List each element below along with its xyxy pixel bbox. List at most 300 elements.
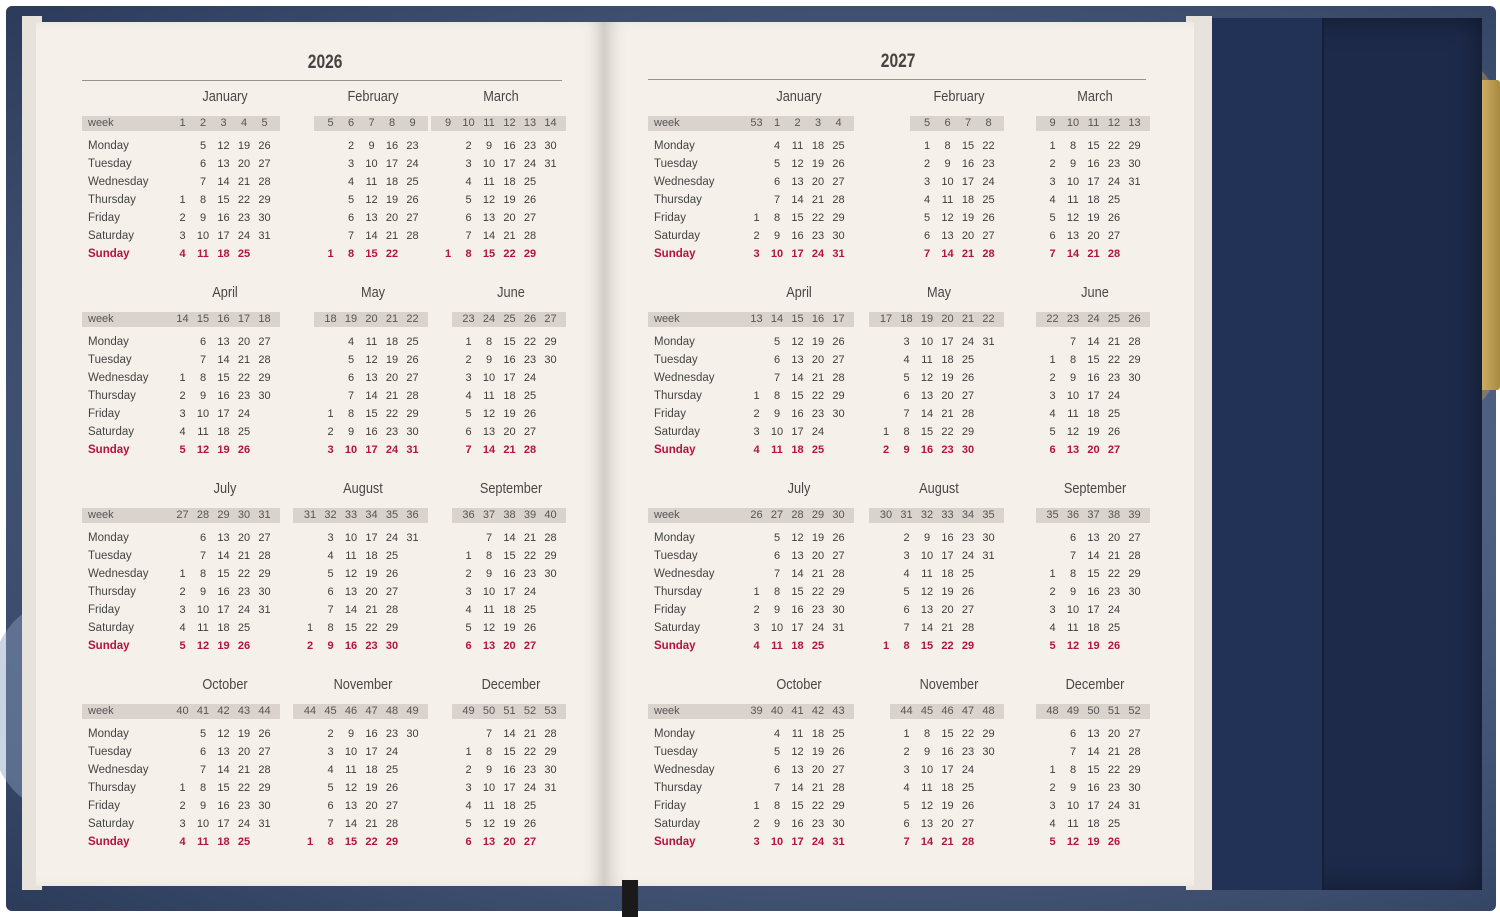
weekday-label: Tuesday	[88, 354, 132, 366]
day-number: 12	[791, 158, 804, 170]
day-number: 16	[217, 586, 230, 598]
week-number: 3	[814, 117, 822, 129]
day-number: 24	[523, 158, 537, 170]
day-number: 24	[385, 746, 399, 758]
weekday-label: Sunday	[88, 640, 130, 652]
day-number: 10	[196, 604, 210, 616]
day-number: 12	[920, 800, 934, 812]
day-number: 24	[1107, 390, 1121, 402]
weekday-label: Friday	[88, 604, 120, 616]
day-number: 26	[982, 212, 995, 224]
week-number: 28	[196, 509, 210, 521]
week-number: 16	[217, 313, 230, 325]
week-number: 18	[258, 313, 271, 325]
day-number: 24	[1107, 176, 1121, 188]
day-number: 6	[1069, 532, 1077, 544]
day-number: 24	[811, 248, 825, 260]
day-number: 26	[961, 800, 975, 812]
day-number: 28	[1128, 550, 1141, 562]
day-number: 11	[365, 176, 378, 188]
week-number: 42	[811, 705, 825, 717]
day-number: 11	[1067, 622, 1079, 634]
week-number: 10	[1066, 117, 1080, 129]
day-number: 25	[237, 622, 251, 634]
weekday-label: Friday	[654, 408, 686, 420]
day-number: 20	[1107, 728, 1121, 740]
day-number: 1	[444, 248, 452, 260]
day-number: 18	[217, 248, 230, 260]
month-name: September	[479, 480, 542, 497]
day-number: 6	[1049, 444, 1056, 456]
day-number: 8	[773, 800, 781, 812]
day-number: 26	[385, 782, 399, 794]
day-number: 10	[920, 336, 934, 348]
day-number: 27	[523, 640, 537, 652]
month-name: July	[787, 480, 811, 497]
week-number: 30	[832, 509, 845, 521]
day-number: 20	[237, 746, 251, 758]
bookmark-ribbon[interactable]	[622, 880, 638, 917]
day-number: 2	[327, 728, 334, 740]
day-number: 21	[523, 532, 537, 544]
day-number: 2	[753, 818, 760, 830]
day-number: 2	[465, 354, 472, 366]
week-number: 14	[176, 313, 189, 325]
week-number: 11	[483, 117, 495, 129]
day-number: 3	[465, 372, 472, 384]
week-number: 48	[982, 705, 995, 717]
day-number: 5	[1049, 212, 1056, 224]
day-number: 7	[485, 728, 493, 740]
weekday-label: Tuesday	[654, 746, 698, 758]
day-number: 16	[217, 212, 230, 224]
day-number: 31	[258, 604, 271, 616]
day-number: 30	[544, 140, 557, 152]
day-number: 25	[832, 140, 845, 152]
day-number: 18	[503, 390, 516, 402]
day-number: 29	[544, 336, 557, 348]
day-number: 29	[406, 408, 419, 420]
week-number: 50	[1087, 705, 1100, 717]
day-number: 28	[832, 568, 845, 580]
day-number: 24	[385, 532, 399, 544]
day-number: 9	[923, 746, 931, 758]
day-number: 13	[920, 604, 934, 616]
day-number: 5	[347, 354, 355, 366]
day-number: 8	[773, 390, 781, 402]
day-number: 17	[217, 230, 230, 242]
day-number: 11	[771, 640, 783, 652]
week-number: 36	[406, 509, 419, 521]
day-number: 5	[923, 212, 931, 224]
day-number: 13	[365, 212, 378, 224]
week-number: 28	[791, 509, 804, 521]
day-number: 24	[811, 836, 825, 848]
day-number: 13	[482, 426, 496, 438]
day-number: 11	[365, 336, 378, 348]
day-number: 28	[1128, 746, 1141, 758]
day-number: 29	[961, 426, 975, 438]
day-number: 4	[1049, 622, 1056, 634]
day-number: 6	[465, 640, 472, 652]
day-number: 10	[365, 158, 378, 170]
day-number: 1	[1049, 764, 1056, 776]
day-number: 30	[406, 728, 419, 740]
day-number: 4	[465, 176, 472, 188]
week-number: 46	[344, 705, 358, 717]
weekday-label: Tuesday	[654, 158, 698, 170]
day-number: 22	[237, 782, 251, 794]
week-number: 51	[503, 705, 516, 717]
day-number: 23	[961, 532, 975, 544]
day-number: 7	[1069, 550, 1077, 562]
day-number: 30	[832, 818, 845, 830]
day-number: 4	[327, 764, 334, 776]
day-number: 27	[1107, 230, 1121, 242]
day-number: 19	[237, 728, 251, 740]
day-number: 23	[1107, 158, 1121, 170]
day-number: 26	[832, 158, 845, 170]
week-label: week	[88, 117, 114, 129]
day-number: 23	[523, 568, 537, 580]
day-number: 3	[753, 622, 760, 634]
day-number: 23	[1107, 782, 1121, 794]
day-number: 2	[753, 408, 760, 420]
day-number: 10	[196, 408, 210, 420]
day-number: 21	[237, 176, 251, 188]
week-number: 30	[237, 509, 251, 521]
day-number: 12	[791, 532, 804, 544]
day-number: 14	[920, 622, 934, 634]
day-number: 23	[406, 140, 419, 152]
day-number: 14	[503, 532, 516, 544]
day-number: 27	[982, 230, 995, 242]
week-label: week	[88, 509, 114, 521]
day-number: 1	[923, 140, 931, 152]
weekday-label: Wednesday	[88, 372, 149, 384]
day-number: 24	[237, 818, 251, 830]
day-number: 17	[365, 532, 378, 544]
day-number: 10	[1066, 390, 1080, 402]
day-number: 22	[811, 800, 825, 812]
week-number: 27	[770, 509, 784, 521]
day-number: 17	[941, 336, 954, 348]
day-number: 15	[482, 248, 496, 260]
day-number: 25	[523, 176, 537, 188]
weekday-label: Wednesday	[88, 764, 149, 776]
day-number: 29	[258, 194, 271, 206]
day-number: 2	[179, 390, 186, 402]
day-number: 26	[237, 444, 251, 456]
day-number: 25	[982, 194, 995, 206]
day-number: 28	[961, 836, 975, 848]
day-number: 6	[347, 212, 355, 224]
day-number: 6	[773, 176, 781, 188]
day-number: 7	[347, 390, 355, 402]
day-number: 19	[811, 746, 825, 758]
day-number: 20	[503, 836, 516, 848]
day-number: 18	[503, 800, 516, 812]
day-number: 24	[961, 550, 975, 562]
day-number: 22	[237, 568, 251, 580]
week-number: 8	[985, 117, 992, 129]
day-number: 27	[832, 764, 845, 776]
day-number: 20	[1107, 532, 1121, 544]
day-number: 13	[344, 586, 358, 598]
day-number: 20	[961, 230, 975, 242]
day-number: 17	[365, 444, 378, 456]
day-number: 1	[753, 212, 760, 224]
week-number: 11	[1087, 117, 1100, 129]
week-number: 22	[982, 313, 995, 325]
day-number: 30	[832, 408, 845, 420]
day-number: 31	[544, 158, 557, 170]
day-number: 13	[365, 372, 378, 384]
day-number: 22	[523, 550, 537, 562]
day-number: 31	[406, 444, 419, 456]
day-number: 7	[1069, 746, 1077, 758]
day-number: 1	[179, 194, 186, 206]
day-number: 1	[179, 782, 186, 794]
day-number: 20	[941, 604, 954, 616]
day-number: 7	[923, 248, 931, 260]
day-number: 4	[179, 426, 186, 438]
day-number: 11	[791, 140, 804, 152]
day-number: 11	[345, 764, 357, 776]
day-number: 9	[347, 728, 355, 740]
day-number: 11	[197, 836, 209, 848]
day-number: 17	[385, 158, 399, 170]
day-number: 25	[237, 836, 251, 848]
day-number: 12	[791, 746, 804, 758]
month-name: February	[933, 88, 985, 105]
week-number: 25	[503, 313, 516, 325]
day-number: 16	[1087, 372, 1100, 384]
week-number: 14	[544, 117, 557, 129]
month-name: January	[202, 88, 248, 105]
week-number: 41	[196, 705, 210, 717]
day-number: 24	[811, 426, 825, 438]
day-number: 22	[811, 390, 825, 402]
day-number: 27	[1107, 444, 1121, 456]
day-number: 17	[217, 818, 230, 830]
day-number: 20	[941, 390, 954, 402]
day-number: 13	[217, 336, 230, 348]
week-number: 9	[1049, 117, 1056, 129]
weekday-label: Monday	[654, 532, 695, 544]
day-number: 4	[903, 354, 910, 366]
day-number: 8	[327, 836, 334, 848]
month-name: June	[1080, 284, 1109, 301]
day-number: 17	[791, 426, 804, 438]
day-number: 30	[982, 746, 995, 758]
day-number: 27	[523, 836, 537, 848]
day-number: 14	[482, 444, 496, 456]
day-number: 9	[199, 586, 207, 598]
day-number: 9	[903, 444, 910, 456]
day-number: 15	[503, 336, 516, 348]
day-number: 29	[544, 550, 557, 562]
day-number: 10	[196, 818, 210, 830]
day-number: 26	[258, 140, 271, 152]
day-number: 20	[237, 158, 251, 170]
day-number: 15	[791, 800, 804, 812]
day-number: 31	[406, 532, 419, 544]
day-number: 19	[365, 782, 378, 794]
week-number: 5	[261, 117, 268, 129]
weekday-label: Saturday	[654, 426, 701, 438]
day-number: 9	[1069, 782, 1077, 794]
day-number: 1	[465, 746, 472, 758]
day-number: 24	[523, 586, 537, 598]
week-number: 35	[385, 509, 399, 521]
day-number: 9	[773, 230, 781, 242]
day-number: 27	[258, 532, 271, 544]
week-number: 32	[324, 509, 337, 521]
day-number: 3	[1049, 604, 1056, 616]
day-number: 16	[1087, 782, 1100, 794]
day-number: 29	[258, 782, 271, 794]
day-number: 31	[982, 336, 995, 348]
week-number: 44	[303, 705, 317, 717]
week-number: 17	[832, 313, 845, 325]
day-number: 9	[485, 354, 493, 366]
day-number: 15	[217, 372, 230, 384]
day-number: 31	[544, 782, 557, 794]
day-number: 25	[237, 426, 251, 438]
day-number: 2	[1049, 782, 1056, 794]
day-number: 23	[385, 728, 399, 740]
day-number: 26	[523, 194, 537, 206]
month-name: November	[919, 676, 979, 693]
weekday-label: Monday	[88, 140, 129, 152]
day-number: 21	[1087, 248, 1100, 260]
day-number: 24	[961, 764, 975, 776]
week-number: 35	[1046, 509, 1059, 521]
day-number: 10	[344, 746, 358, 758]
day-number: 27	[406, 372, 419, 384]
day-number: 13	[791, 764, 804, 776]
day-number: 20	[385, 212, 399, 224]
day-number: 5	[327, 568, 334, 580]
day-number: 5	[179, 640, 186, 652]
day-number: 2	[179, 586, 186, 598]
day-number: 22	[523, 746, 537, 758]
day-number: 10	[770, 836, 784, 848]
day-number: 27	[406, 212, 419, 224]
day-number: 16	[344, 640, 358, 652]
day-number: 7	[903, 408, 910, 420]
weekday-label: Thursday	[654, 390, 702, 402]
day-number: 17	[941, 550, 954, 562]
day-number: 13	[344, 800, 358, 812]
day-number: 27	[523, 212, 537, 224]
day-number: 16	[217, 800, 230, 812]
day-number: 9	[1069, 372, 1077, 384]
day-number: 12	[482, 818, 496, 830]
day-number: 7	[903, 836, 910, 848]
day-number: 31	[832, 622, 845, 634]
week-number: 8	[388, 117, 396, 129]
day-number: 16	[503, 140, 516, 152]
day-number: 3	[465, 586, 472, 598]
day-number: 4	[1049, 408, 1056, 420]
day-number: 26	[1107, 212, 1121, 224]
day-number: 4	[773, 728, 781, 740]
day-number: 29	[832, 800, 845, 812]
day-number: 13	[920, 818, 934, 830]
week-number: 47	[961, 705, 975, 717]
day-number: 17	[503, 586, 516, 598]
week-number: 37	[482, 509, 496, 521]
day-number: 9	[773, 818, 781, 830]
day-number: 6	[465, 836, 472, 848]
weekday-label: Saturday	[88, 622, 135, 634]
day-number: 29	[258, 568, 271, 580]
day-number: 10	[1066, 176, 1080, 188]
day-number: 14	[217, 176, 230, 188]
day-number: 7	[347, 230, 355, 242]
day-number: 18	[941, 782, 954, 794]
weekday-label: Wednesday	[654, 764, 715, 776]
day-number: 19	[811, 336, 825, 348]
day-number: 30	[982, 532, 995, 544]
day-number: 1	[753, 390, 760, 402]
week-number: 43	[832, 705, 845, 717]
day-number: 5	[773, 746, 781, 758]
week-number: 21	[385, 313, 399, 325]
day-number: 25	[523, 800, 537, 812]
week-number: 22	[406, 313, 419, 325]
day-number: 30	[258, 212, 271, 224]
day-number: 20	[1087, 444, 1100, 456]
day-number: 28	[1128, 336, 1141, 348]
day-number: 10	[1066, 800, 1080, 812]
week-number: 15	[791, 313, 804, 325]
day-number: 9	[347, 426, 355, 438]
day-number: 10	[941, 176, 954, 188]
day-number: 1	[306, 836, 314, 848]
day-number: 11	[921, 354, 933, 366]
day-number: 29	[385, 836, 399, 848]
day-number: 27	[832, 550, 845, 562]
day-number: 9	[1069, 586, 1077, 598]
week-label: week	[88, 313, 114, 325]
day-number: 23	[811, 818, 825, 830]
day-number: 1	[753, 586, 760, 598]
day-number: 9	[199, 390, 207, 402]
day-number: 18	[941, 568, 954, 580]
day-number: 21	[941, 408, 954, 420]
year-title: 2027	[880, 51, 916, 72]
week-number: 42	[217, 705, 230, 717]
day-number: 15	[217, 782, 230, 794]
day-number: 2	[465, 568, 472, 580]
week-number: 4	[240, 117, 248, 129]
day-number: 27	[258, 336, 271, 348]
day-number: 8	[903, 640, 910, 652]
day-number: 2	[347, 140, 355, 152]
weekday-label: Thursday	[88, 194, 136, 206]
day-number: 28	[385, 604, 399, 616]
weekday-label: Saturday	[654, 622, 701, 634]
week-number: 13	[750, 313, 763, 325]
day-number: 11	[1067, 408, 1079, 420]
day-number: 28	[258, 354, 271, 366]
month-name: March	[482, 88, 519, 105]
day-number: 19	[811, 158, 825, 170]
day-number: 22	[365, 622, 378, 634]
